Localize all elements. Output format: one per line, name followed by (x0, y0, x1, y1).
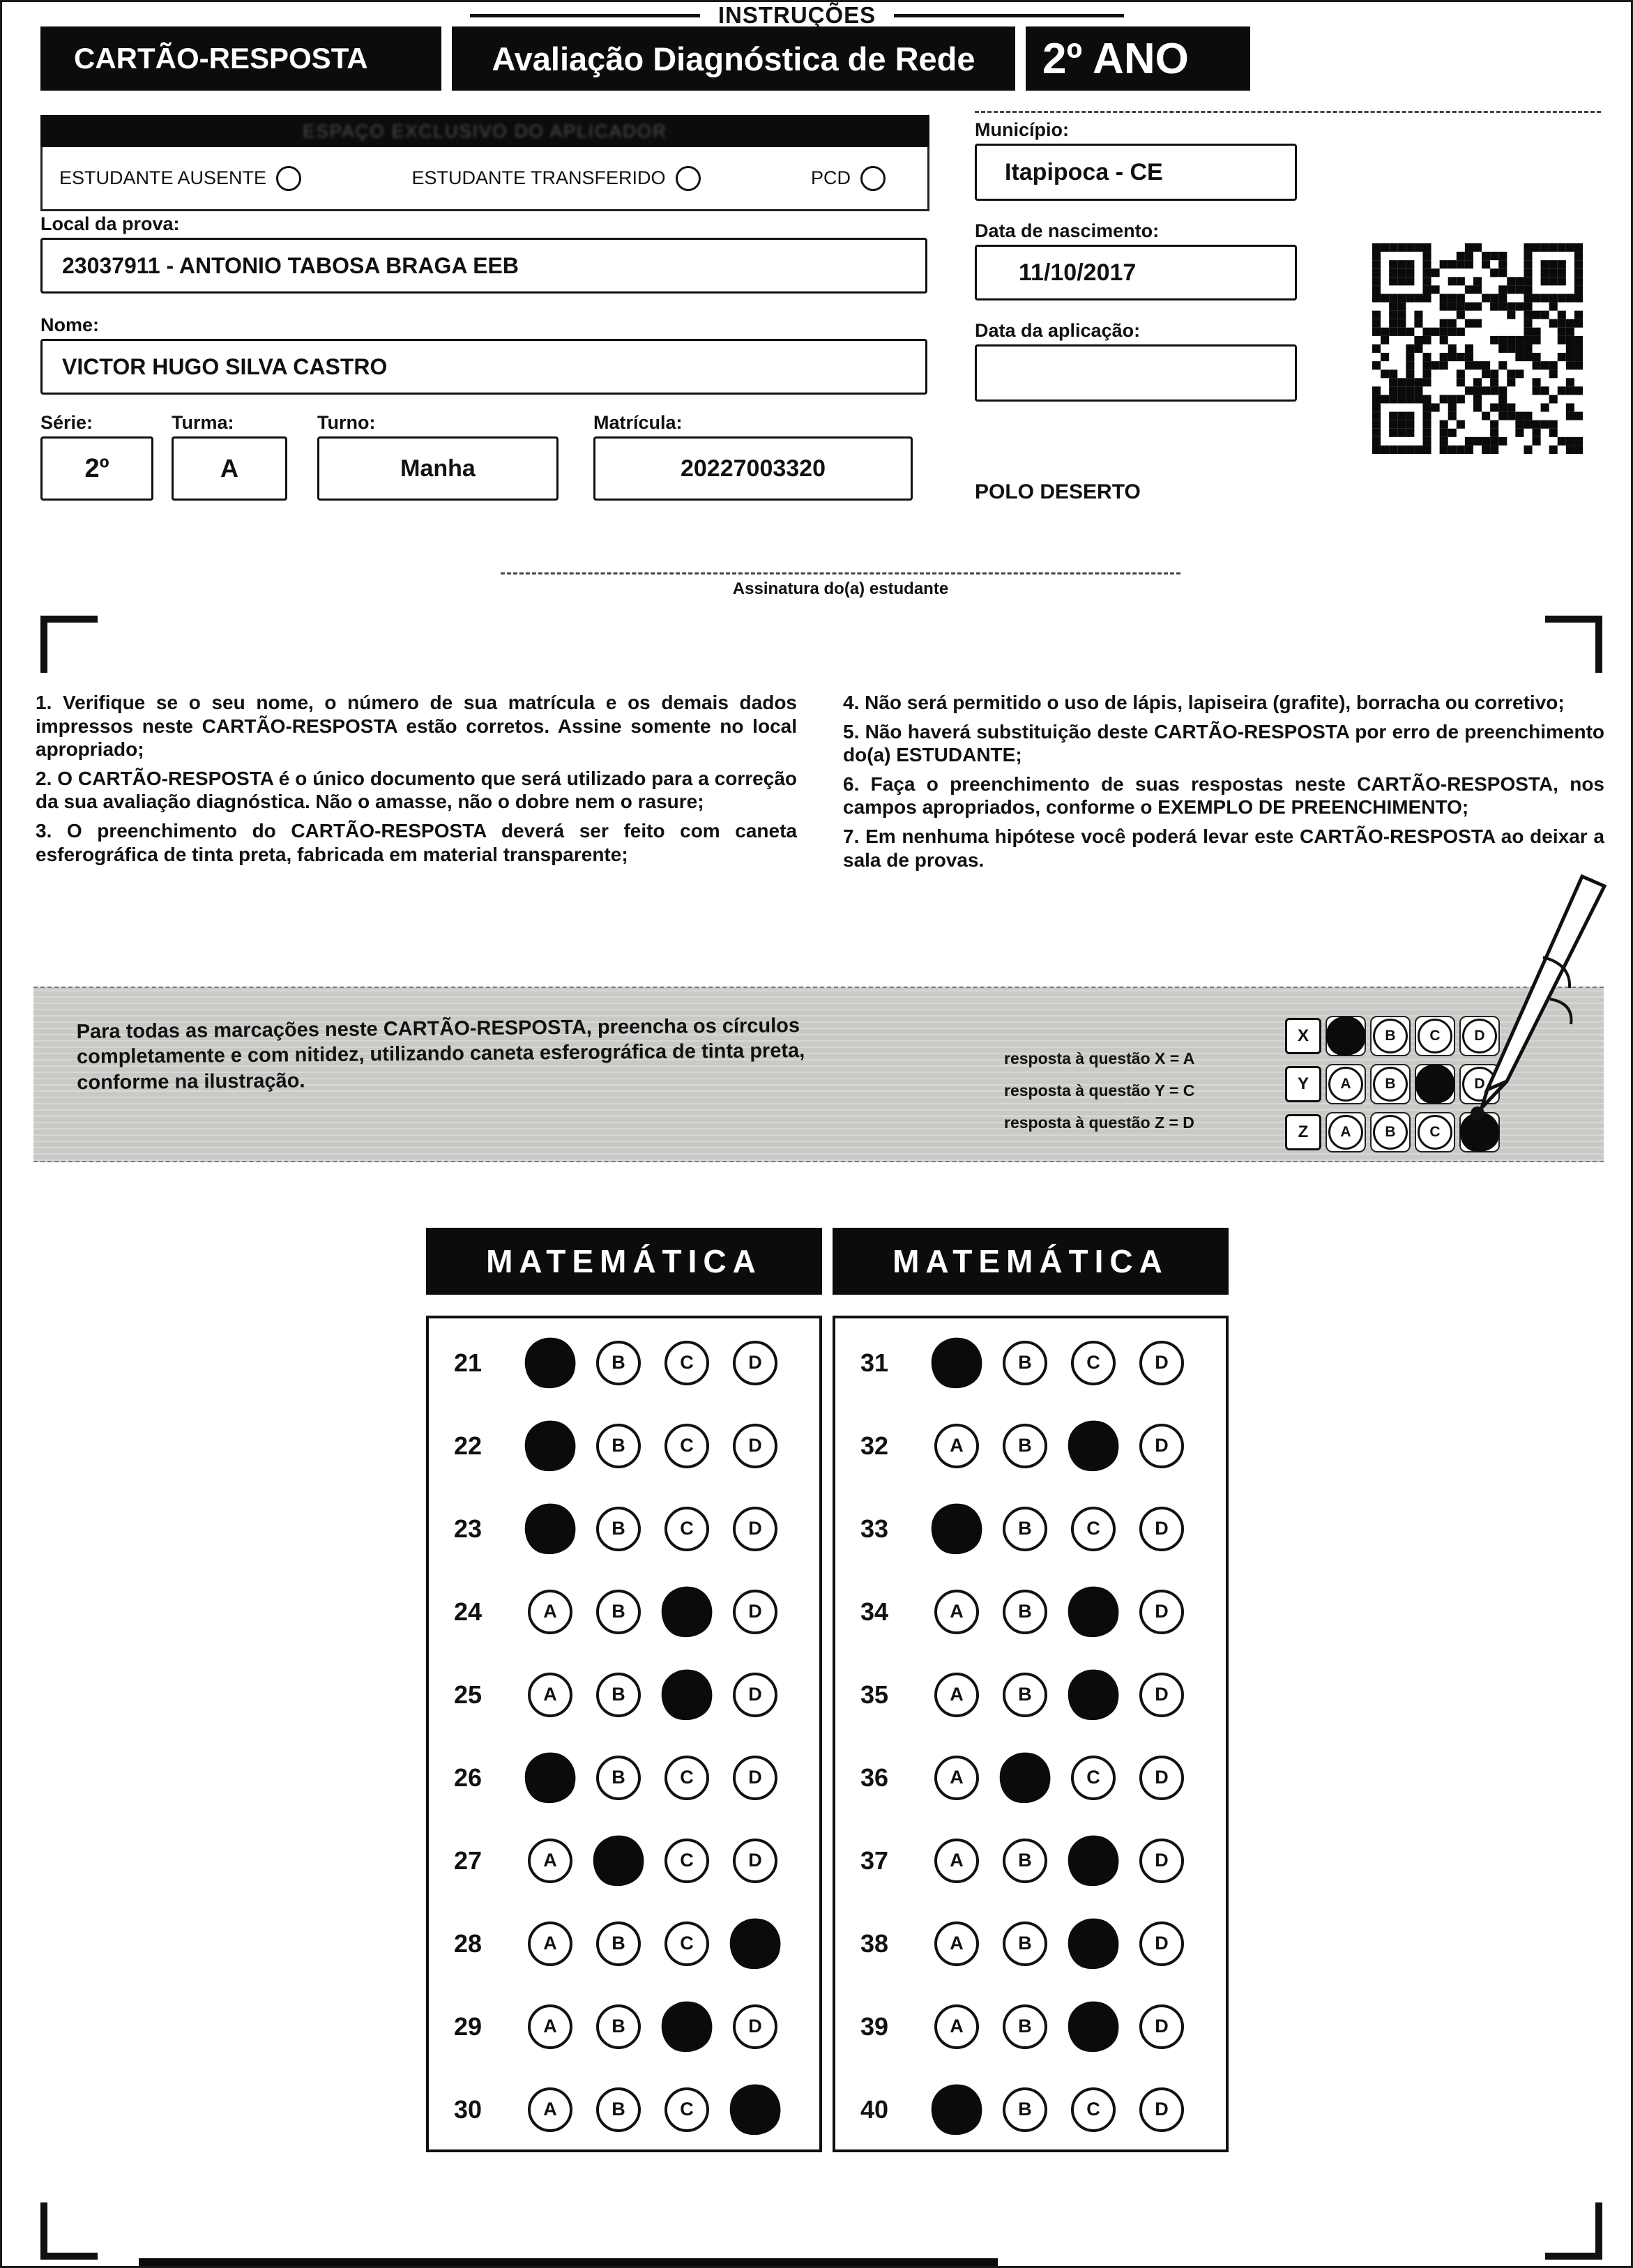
question-row-25 (429, 1653, 819, 1736)
answer-bubble-24-C (658, 1583, 715, 1641)
answer-bubble-39-A: A (934, 2004, 979, 2049)
question-number: 40 (860, 2094, 889, 2124)
question-number: 38 (860, 1928, 889, 1958)
question-row-39 (835, 1985, 1226, 2068)
nome-value: VICTOR HUGO SILVA CASTRO (62, 353, 388, 379)
answer-bubble-31-D: D (1139, 1341, 1184, 1385)
sheet-title: CARTÃO-RESPOSTA (74, 42, 368, 75)
answer-bubble-27-D: D (733, 1839, 777, 1883)
legend-line-z: resposta à questão Z = D (1004, 1113, 1194, 1132)
turma-box (172, 436, 287, 501)
question-row-37 (835, 1819, 1226, 1902)
question-number: 33 (860, 1514, 889, 1543)
question-number: 36 (860, 1763, 889, 1792)
pcd-bubble (860, 166, 886, 191)
example-cell (1370, 1016, 1411, 1056)
instruction-item: 1. Verifique se o seu nome, o número de sua matrícula e os demais dados impressos neste CARTÃO-RESPOSTA estão corretos. Assine somente no local apropriado; (36, 692, 797, 761)
answer-bubble-32-D: D (1139, 1424, 1184, 1468)
instruction-item: 5. Não haverá substituição deste CARTÃO-RESPOSTA por erro de preenchimento do(a) ESTUDANTE; (843, 720, 1604, 766)
answer-bubble-30-A: A (528, 2087, 572, 2132)
serie-label: Série: (40, 412, 93, 433)
matricula-box (593, 436, 913, 501)
answer-bubble-38-A: A (934, 1921, 979, 1966)
nome-label: Nome: (40, 314, 100, 335)
answer-bubble-32-A: A (934, 1424, 979, 1468)
nome-box (40, 339, 927, 395)
local-label: Local da prova: (40, 213, 180, 234)
answer-bubble-26-C: C (664, 1756, 709, 1800)
answer-bubble-28-C: C (664, 1921, 709, 1966)
instructions-rule-left (470, 14, 700, 17)
serie-box (40, 436, 153, 501)
example-bubble-X-D: D (1462, 1019, 1497, 1053)
answer-bubble-21-B: B (596, 1341, 641, 1385)
question-number: 26 (454, 1763, 483, 1792)
answer-bubble-29-A: A (528, 2004, 572, 2049)
answer-bubble-31-B: B (1003, 1341, 1047, 1385)
question-row-31 (835, 1321, 1226, 1404)
example-cell (1326, 1064, 1366, 1104)
answer-bubble-36-D: D (1139, 1756, 1184, 1800)
transferido-bubble (676, 166, 701, 191)
answer-bubble-23-B: B (596, 1507, 641, 1551)
example-cell (1370, 1064, 1411, 1104)
answer-bubble-30-D (726, 2080, 784, 2138)
example-box (33, 987, 1604, 1162)
option-label: PCD (810, 167, 851, 188)
answer-bubble-37-B: B (1003, 1839, 1047, 1883)
answer-bubble-37-D: D (1139, 1839, 1184, 1883)
question-row-28 (429, 1902, 819, 1985)
question-number: 22 (454, 1431, 483, 1460)
answer-bubble-38-D: D (1139, 1921, 1184, 1966)
example-bubble-Y-D: D (1462, 1067, 1497, 1102)
answer-bubble-33-B: B (1003, 1507, 1047, 1551)
answer-bubble-40-B: B (1003, 2087, 1047, 2132)
turno-value: Manha (400, 455, 476, 482)
example-bubble-Y-A: A (1328, 1067, 1363, 1102)
section-title-matematica-1: MATEMÁTICA (426, 1228, 822, 1295)
applicator-header-text: ESPAÇO EXCLUSIVO DO APLICADOR (303, 120, 667, 142)
example-bubble-Z-B: B (1373, 1115, 1408, 1150)
example-bubble-X-B: B (1373, 1019, 1408, 1053)
answer-box (426, 1316, 822, 2152)
answer-bubble-35-A: A (934, 1673, 979, 1717)
answer-bubble-35-D: D (1139, 1673, 1184, 1717)
nascimento-value: 11/10/2017 (1019, 259, 1137, 286)
question-row-26 (429, 1736, 819, 1819)
right-section-divider (975, 111, 1601, 113)
answer-bubble-23-A (521, 1500, 579, 1558)
question-number: 24 (454, 1597, 483, 1626)
municipio-box (975, 144, 1297, 201)
question-number: 23 (454, 1514, 483, 1543)
question-number: 25 (454, 1680, 483, 1709)
answer-bubble-25-B: B (596, 1673, 641, 1717)
question-row-40 (835, 2068, 1226, 2151)
answer-bubble-36-A: A (934, 1756, 979, 1800)
example-row-label: Z (1285, 1114, 1321, 1150)
turno-label: Turno: (317, 412, 376, 433)
nascimento-label: Data de nascimento: (975, 220, 1160, 241)
example-bubble-X-A (1323, 1013, 1368, 1058)
bottom-scan-strip (139, 2258, 998, 2268)
turno-box (317, 436, 559, 501)
answer-bubble-37-A: A (934, 1839, 979, 1883)
signature-line (501, 572, 1180, 574)
municipio-label: Município: (975, 119, 1069, 140)
answer-bubble-38-B: B (1003, 1921, 1047, 1966)
question-number: 34 (860, 1597, 889, 1626)
question-row-29 (429, 1985, 819, 2068)
corner-mark-bottom-right (1545, 2202, 1602, 2260)
example-legend (1004, 1042, 1194, 1139)
question-number: 31 (860, 1348, 889, 1377)
legend-line-y: resposta à questão Y = C (1004, 1081, 1195, 1099)
answer-bubble-22-C: C (664, 1424, 709, 1468)
instructions-columns (36, 691, 1604, 877)
answer-bubble-27-A: A (528, 1839, 572, 1883)
example-cell (1326, 1112, 1366, 1152)
header-subtitle-bar (452, 26, 1015, 91)
question-row-27 (429, 1819, 819, 1902)
answer-bubble-27-C: C (664, 1839, 709, 1883)
answer-bubble-28-B: B (596, 1921, 641, 1966)
answer-bubble-36-C: C (1071, 1756, 1116, 1800)
answer-bubble-27-B (589, 1832, 647, 1889)
instructions-col-right (843, 691, 1604, 877)
option-label: ESTUDANTE TRANSFERIDO (411, 167, 666, 188)
question-number: 35 (860, 1680, 889, 1709)
answer-bubble-39-C (1064, 1997, 1122, 2055)
answer-bubble-22-D: D (733, 1424, 777, 1468)
local-box (40, 238, 927, 294)
question-row-30 (429, 2068, 819, 2151)
answer-bubble-37-C (1064, 1832, 1122, 1889)
question-row-21 (429, 1321, 819, 1404)
instruction-item: 2. O CARTÃO-RESPOSTA é o único documento que será utilizado para a correção da sua avaliação diagnóstica. Não o amasse, não o dobre nem o rasure; (36, 767, 797, 813)
answer-bubble-21-A (521, 1334, 579, 1392)
header-title-bar (40, 26, 441, 91)
grade-label: 2º ANO (1042, 34, 1189, 83)
instructions-title: INSTRUÇÕES (717, 2, 876, 28)
nascimento-box (975, 245, 1297, 300)
question-number: 28 (454, 1928, 483, 1958)
example-cell (1326, 1016, 1366, 1056)
instruction-item: 6. Faça o preenchimento de suas respostas neste CARTÃO-RESPOSTA, nos campos apropriados, conforme o EXEMPLO DE PREENCHIMENTO; (843, 773, 1604, 819)
question-number: 29 (454, 2011, 483, 2041)
answer-bubble-34-B: B (1003, 1590, 1047, 1634)
question-number: 27 (454, 1845, 483, 1875)
answer-bubble-26-A (521, 1749, 579, 1806)
corner-mark-top-left (40, 616, 98, 673)
answer-bubble-29-D: D (733, 2004, 777, 2049)
applicator-section (40, 115, 929, 211)
polo-label: POLO DESERTO (975, 480, 1141, 503)
answer-bubble-33-C: C (1071, 1507, 1116, 1551)
answer-bubble-30-C: C (664, 2087, 709, 2132)
aplicacao-box (975, 344, 1297, 402)
answer-bubble-32-C (1064, 1417, 1122, 1475)
aplicacao-label: Data da aplicação: (975, 320, 1141, 341)
question-number: 39 (860, 2011, 889, 2041)
answer-bubble-26-B: B (596, 1756, 641, 1800)
section-title-matematica-2: MATEMÁTICA (833, 1228, 1229, 1295)
answer-bubble-36-B (996, 1749, 1054, 1806)
applicator-header-bar (40, 115, 929, 147)
option-estudante-ausente (59, 166, 301, 191)
question-row-23 (429, 1487, 819, 1570)
answer-bubble-24-A: A (528, 1590, 572, 1634)
question-row-35 (835, 1653, 1226, 1736)
answer-bubble-23-D: D (733, 1507, 777, 1551)
example-bubble-Z-C: C (1418, 1115, 1452, 1150)
municipio-value: Itapipoca - CE (1005, 158, 1163, 185)
option-pcd (811, 166, 886, 191)
matricula-label: Matrícula: (593, 412, 683, 433)
answer-bubble-39-B: B (1003, 2004, 1047, 2049)
answer-bubble-32-B: B (1003, 1424, 1047, 1468)
option-label: ESTUDANTE AUSENTE (59, 167, 267, 188)
answer-bubble-25-A: A (528, 1673, 572, 1717)
instruction-item: 3. O preenchimento do CARTÃO-RESPOSTA deverá ser feito com caneta esferográfica de tinta preta, fabricada em material transparente; (36, 819, 797, 865)
answer-bubble-34-A: A (934, 1590, 979, 1634)
instruction-item: 7. Em nenhuma hipótese você poderá levar este CARTÃO-RESPOSTA ao deixar a sala de provas. (843, 825, 1604, 871)
question-row-36 (835, 1736, 1226, 1819)
header-grade-bar (1026, 26, 1250, 91)
answer-bubble-33-D: D (1139, 1507, 1184, 1551)
local-value: 23037911 - ANTONIO TABOSA BRAGA EEB (62, 252, 519, 278)
example-bubble-X-C: C (1418, 1019, 1452, 1053)
answer-bubble-24-B: B (596, 1590, 641, 1634)
question-row-33 (835, 1487, 1226, 1570)
answer-bubble-40-D: D (1139, 2087, 1184, 2132)
instructions-rule-right (894, 14, 1124, 17)
answer-box (833, 1316, 1229, 2152)
answer-bubble-24-D: D (733, 1590, 777, 1634)
answer-bubble-21-C: C (664, 1341, 709, 1385)
answer-bubble-34-D: D (1139, 1590, 1184, 1634)
serie-value: 2º (84, 453, 109, 483)
example-bubble-Y-B: B (1373, 1067, 1408, 1102)
corner-mark-top-right (1545, 616, 1602, 673)
instructions-col-left (36, 691, 797, 877)
answer-bubble-31-A (927, 1334, 985, 1392)
signature-label: Assinatura do(a) estudante (732, 579, 949, 598)
example-row-label: Y (1285, 1066, 1321, 1102)
ausente-bubble (276, 166, 301, 191)
turma-label: Turma: (172, 412, 234, 433)
question-row-34 (835, 1570, 1226, 1653)
question-row-22 (429, 1404, 819, 1487)
question-number: 37 (860, 1845, 889, 1875)
answer-bubble-21-D: D (733, 1341, 777, 1385)
answer-bubble-39-D: D (1139, 2004, 1184, 2049)
answer-bubble-22-A (521, 1417, 579, 1475)
answer-bubble-29-C (658, 1997, 715, 2055)
answer-bubble-26-D: D (733, 1756, 777, 1800)
question-row-32 (835, 1404, 1226, 1487)
answer-bubble-29-B: B (596, 2004, 641, 2049)
answer-bubble-28-A: A (528, 1921, 572, 1966)
answer-bubble-40-C: C (1071, 2087, 1116, 2132)
answer-bubble-35-B: B (1003, 1673, 1047, 1717)
answer-bubble-30-B: B (596, 2087, 641, 2132)
assessment-name: Avaliação Diagnóstica de Rede (492, 40, 975, 77)
qr-code (1372, 243, 1583, 454)
option-estudante-transferido (412, 166, 701, 191)
question-row-24 (429, 1570, 819, 1653)
answer-bubble-25-C (658, 1666, 715, 1723)
question-number: 30 (454, 2094, 483, 2124)
question-number: 21 (454, 1348, 483, 1377)
instructions-header (2, 2, 1592, 29)
answer-bubble-28-D (726, 1915, 784, 1972)
answer-bubble-33-A (927, 1500, 985, 1558)
answer-bubble-31-C: C (1071, 1341, 1116, 1385)
example-cell (1370, 1112, 1411, 1152)
answer-bubble-23-C: C (664, 1507, 709, 1551)
answer-bubble-35-C (1064, 1666, 1122, 1723)
applicator-options-row (40, 147, 929, 211)
example-row-label: X (1285, 1018, 1321, 1054)
corner-mark-bottom-left (40, 2202, 98, 2260)
answer-bubble-34-C (1064, 1583, 1122, 1641)
pen-illustration (1438, 874, 1627, 1125)
instruction-item: 4. Não será permitido o uso de lápis, lapiseira (grafite), borracha ou corretivo; (843, 692, 1565, 713)
answer-bubble-22-B: B (596, 1424, 641, 1468)
answer-bubble-38-C (1064, 1915, 1122, 1972)
question-number: 32 (860, 1431, 889, 1460)
answer-bubble-40-A (927, 2080, 985, 2138)
example-bubble-Z-A: A (1328, 1115, 1363, 1150)
example-text: Para todas as marcações neste CARTÃO-RESPOSTA, preencha os círculos completamente e com nitidez, utilizando caneta esferográfica de tinta preta, conforme na ilustração. (76, 1014, 805, 1094)
matricula-value: 20227003320 (680, 455, 826, 482)
turma-value: A (220, 454, 238, 482)
question-row-38 (835, 1902, 1226, 1985)
answer-bubble-25-D: D (733, 1673, 777, 1717)
legend-line-x: resposta à questão X = A (1004, 1049, 1195, 1067)
